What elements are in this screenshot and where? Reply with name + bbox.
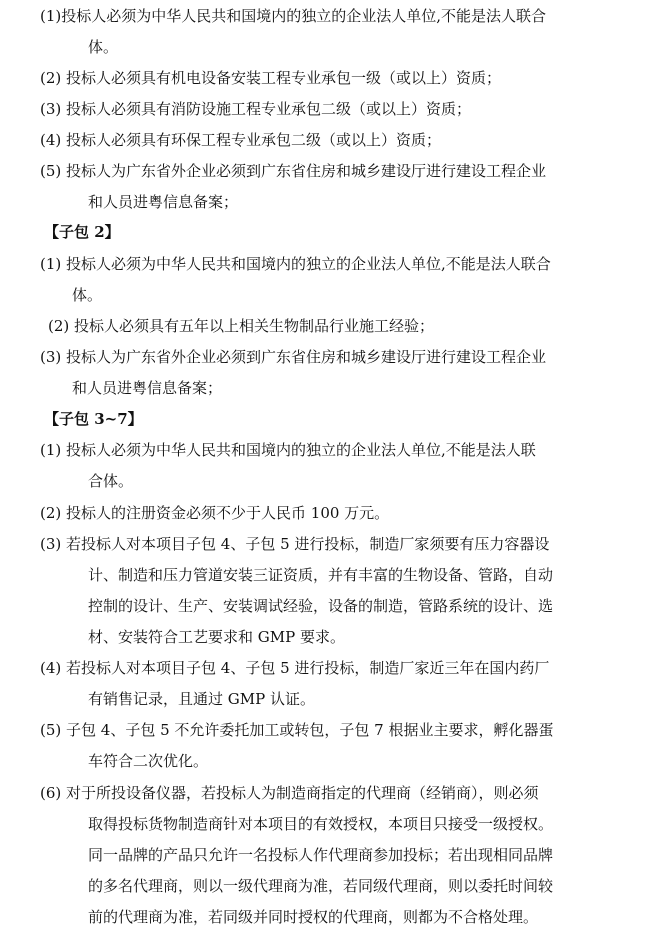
s3-item3-line1: (3) 若投标人对本项目子包 4、子包 5 进行投标，制造厂家须要有压力容器设 bbox=[40, 535, 550, 553]
s3-item3-line4: 材、安装符合工艺要求和 GMP 要求。 bbox=[88, 628, 345, 646]
s1-item1-line2: 体。 bbox=[88, 38, 119, 56]
s2-item3-line2: 和人员进粤信息备案； bbox=[72, 379, 223, 397]
s3-item5-line1: (5) 子包 4、子包 5 不允许委托加工或转包，子包 7 根据业主要求，孵化器蛋 bbox=[40, 721, 554, 739]
s3-item6-line4: 的多名代理商，则以一级代理商为准，若同级代理商，则以委托时间较 bbox=[88, 877, 554, 895]
s1-item1-line1: (1)投标人必须为中华人民共和国境内的独立的企业法人单位,不能是法人联合 bbox=[40, 7, 547, 25]
s2-item1-line1: (1) 投标人必须为中华人民共和国境内的独立的企业法人单位,不能是法人联合 bbox=[40, 255, 551, 273]
s3-item6-line1: (6) 对于所投设备仪器，若投标人为制造商指定的代理商（经销商），则必须 bbox=[40, 784, 539, 802]
s3-item5-line2: 车符合二次优化。 bbox=[88, 752, 209, 770]
s3-item6-line5: 前的代理商为准，若同级并同时授权的代理商，则都为不合格处理。 bbox=[88, 908, 539, 926]
s3-item4-line1: (4) 若投标人对本项目子包 4、子包 5 进行投标，制造厂家近三年在国内药厂 bbox=[40, 659, 550, 677]
s1-item2-line1: (2) 投标人必须具有机电设备安装工程专业承包一级（或以上）资质； bbox=[40, 69, 502, 87]
s3-item6-line2: 取得投标货物制造商针对本项目的有效授权，本项目只接受一级授权。 bbox=[88, 815, 554, 833]
s2-item2-line1: (2) 投标人必须具有五年以上相关生物制品行业施工经验； bbox=[48, 317, 435, 335]
s3-item6-line3: 同一品牌的产品只允许一名投标人作代理商参加投标；若出现相同品牌 bbox=[88, 846, 554, 864]
section-heading-subpackage-3-7: 【子包 3~7】 bbox=[44, 410, 143, 428]
s3-item2-line1: (2) 投标人的注册资金必须不少于人民币 100 万元。 bbox=[40, 504, 390, 522]
s2-item1-line2: 体。 bbox=[72, 286, 103, 304]
s3-item4-line2: 有销售记录，且通过 GMP 认证。 bbox=[88, 690, 315, 708]
s3-item1-line1: (1) 投标人必须为中华人民共和国境内的独立的企业法人单位,不能是法人联 bbox=[40, 441, 536, 459]
s3-item1-line2: 合体。 bbox=[88, 472, 134, 490]
s1-item3-line1: (3) 投标人必须具有消防设施工程专业承包二级（或以上）资质； bbox=[40, 100, 472, 118]
s3-item3-line3: 控制的设计、生产、安装调试经验，设备的制造，管路系统的设计、选 bbox=[88, 597, 554, 615]
s3-item3-line2: 计、制造和压力管道安装三证资质，并有丰富的生物设备、管路，自动 bbox=[88, 566, 554, 584]
s2-item3-line1: (3) 投标人为广东省外企业必须到广东省住房和城乡建设厅进行建设工程企业 bbox=[40, 348, 547, 366]
s1-item4-line1: (4) 投标人必须具有环保工程专业承包二级（或以上）资质； bbox=[40, 131, 442, 149]
section-heading-subpackage-2: 【子包 2】 bbox=[44, 223, 120, 241]
s1-item5-line2: 和人员进粤信息备案； bbox=[88, 193, 239, 211]
s1-item5-line1: (5) 投标人为广东省外企业必须到广东省住房和城乡建设厅进行建设工程企业 bbox=[40, 162, 547, 180]
